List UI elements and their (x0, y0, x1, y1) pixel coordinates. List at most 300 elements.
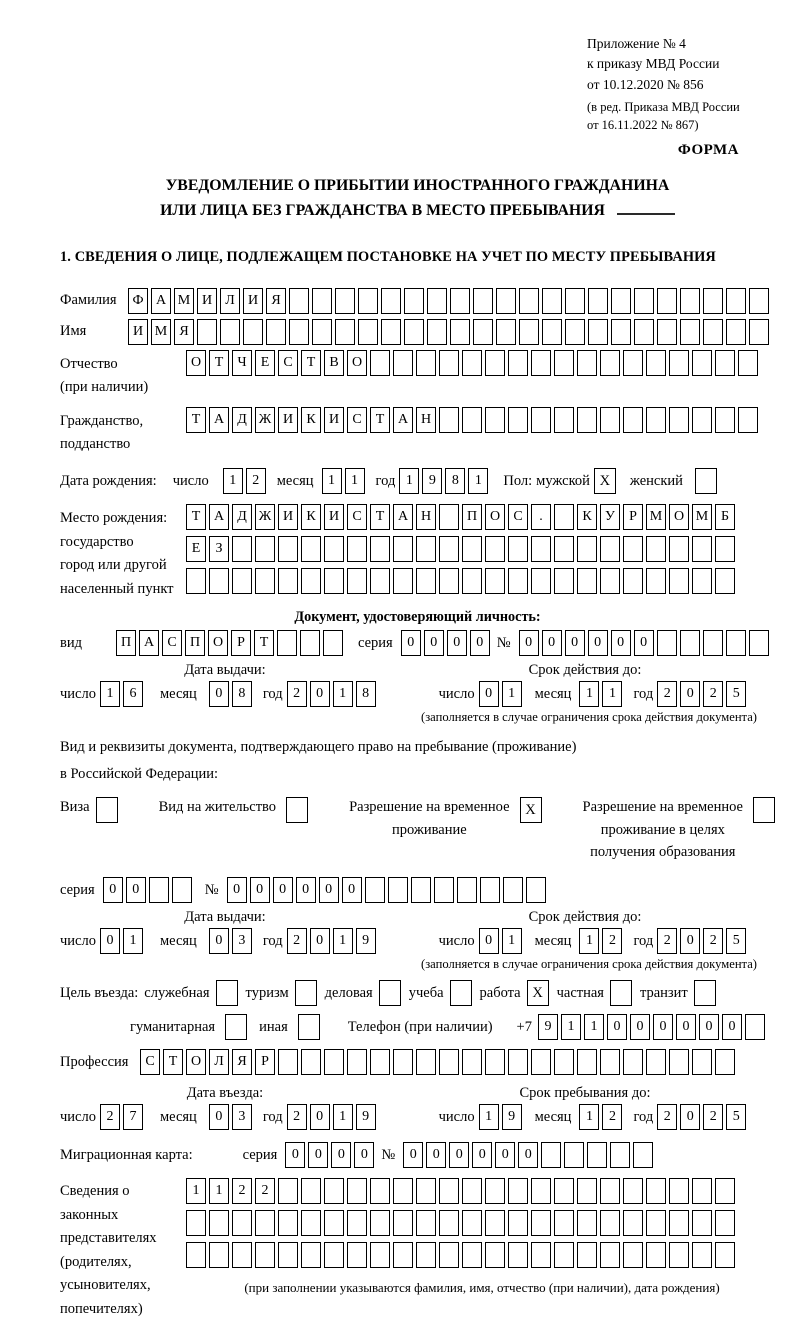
char-box[interactable] (485, 1210, 505, 1236)
char-box[interactable] (485, 1049, 505, 1075)
char-box[interactable] (554, 536, 574, 562)
char-box[interactable]: 1 (602, 681, 622, 707)
char-box[interactable] (243, 319, 263, 345)
char-box[interactable]: О (669, 504, 689, 530)
char-box[interactable] (324, 1242, 344, 1268)
char-box[interactable] (347, 1049, 367, 1075)
char-box[interactable] (680, 630, 700, 656)
char-box[interactable] (485, 350, 505, 376)
char-box[interactable] (623, 536, 643, 562)
char-box[interactable] (393, 1242, 413, 1268)
char-box[interactable] (692, 407, 712, 433)
char-box[interactable] (565, 319, 585, 345)
char-box[interactable] (312, 288, 332, 314)
char-box[interactable]: 2 (287, 1104, 307, 1130)
char-box[interactable] (324, 536, 344, 562)
char-box[interactable] (577, 1242, 597, 1268)
char-box[interactable]: Л (209, 1049, 229, 1075)
char-box[interactable]: 8 (356, 681, 376, 707)
char-box[interactable]: Т (254, 630, 274, 656)
char-box[interactable]: 5 (726, 928, 746, 954)
char-box[interactable]: 0 (472, 1142, 492, 1168)
char-box[interactable] (508, 350, 528, 376)
char-box[interactable] (439, 1049, 459, 1075)
char-box[interactable]: 0 (403, 1142, 423, 1168)
char-box[interactable]: И (324, 407, 344, 433)
char-box[interactable] (335, 288, 355, 314)
char-box[interactable]: Я (174, 319, 194, 345)
char-box[interactable] (232, 536, 252, 562)
char-box[interactable] (531, 1210, 551, 1236)
char-box[interactable] (623, 1242, 643, 1268)
char-box[interactable] (485, 407, 505, 433)
char-box[interactable] (347, 1210, 367, 1236)
char-box[interactable] (186, 1210, 206, 1236)
char-box[interactable]: И (197, 288, 217, 314)
char-box[interactable]: Е (255, 350, 275, 376)
char-box[interactable]: 0 (319, 877, 339, 903)
sex-male-checkbox[interactable]: X (594, 468, 616, 494)
char-box[interactable]: Т (209, 350, 229, 376)
char-box[interactable]: 0 (630, 1014, 650, 1040)
char-box[interactable] (266, 319, 286, 345)
char-box[interactable] (715, 536, 735, 562)
char-box[interactable] (646, 568, 666, 594)
char-box[interactable]: 0 (449, 1142, 469, 1168)
char-box[interactable] (715, 350, 735, 376)
char-box[interactable]: У (600, 504, 620, 530)
char-box[interactable] (462, 1049, 482, 1075)
char-box[interactable]: И (278, 504, 298, 530)
char-box[interactable] (404, 288, 424, 314)
char-box[interactable]: 0 (424, 630, 444, 656)
char-box[interactable]: Д (232, 504, 252, 530)
char-box[interactable] (519, 288, 539, 314)
char-box[interactable] (715, 1210, 735, 1236)
char-box[interactable] (434, 877, 454, 903)
char-box[interactable] (347, 568, 367, 594)
char-box[interactable]: 9 (422, 468, 442, 494)
char-box[interactable] (278, 1178, 298, 1204)
char-box[interactable] (669, 1242, 689, 1268)
char-box[interactable] (623, 1210, 643, 1236)
char-box[interactable] (519, 319, 539, 345)
char-box[interactable]: 9 (502, 1104, 522, 1130)
char-box[interactable] (323, 630, 343, 656)
char-box[interactable]: 0 (676, 1014, 696, 1040)
char-box[interactable]: Т (186, 407, 206, 433)
char-box[interactable] (692, 1178, 712, 1204)
char-box[interactable]: 2 (657, 1104, 677, 1130)
char-box[interactable] (232, 1242, 252, 1268)
char-box[interactable] (381, 288, 401, 314)
char-box[interactable]: М (151, 319, 171, 345)
char-box[interactable]: 0 (296, 877, 316, 903)
char-box[interactable] (703, 288, 723, 314)
char-box[interactable]: . (531, 504, 551, 530)
purpose-transit-checkbox[interactable] (694, 980, 716, 1006)
char-box[interactable] (324, 568, 344, 594)
char-box[interactable]: О (186, 350, 206, 376)
char-box[interactable]: Я (266, 288, 286, 314)
char-box[interactable] (646, 1210, 666, 1236)
char-box[interactable] (381, 319, 401, 345)
char-box[interactable]: 5 (726, 1104, 746, 1130)
char-box[interactable]: Н (416, 504, 436, 530)
char-box[interactable] (209, 1210, 229, 1236)
char-box[interactable] (496, 288, 516, 314)
char-box[interactable] (738, 350, 758, 376)
char-box[interactable]: 9 (538, 1014, 558, 1040)
char-box[interactable]: Т (370, 407, 390, 433)
visa-checkbox[interactable] (96, 797, 118, 823)
char-box[interactable] (600, 1242, 620, 1268)
char-box[interactable] (542, 288, 562, 314)
char-box[interactable]: И (128, 319, 148, 345)
char-box[interactable]: 1 (123, 928, 143, 954)
char-box[interactable]: М (646, 504, 666, 530)
char-box[interactable] (623, 1049, 643, 1075)
char-box[interactable] (358, 288, 378, 314)
char-box[interactable]: 1 (468, 468, 488, 494)
char-box[interactable] (278, 1242, 298, 1268)
char-box[interactable]: А (139, 630, 159, 656)
char-box[interactable]: 0 (565, 630, 585, 656)
char-box[interactable]: 0 (495, 1142, 515, 1168)
char-box[interactable] (554, 1210, 574, 1236)
char-box[interactable] (370, 568, 390, 594)
char-box[interactable]: 7 (123, 1104, 143, 1130)
char-box[interactable] (554, 568, 574, 594)
char-box[interactable]: 0 (722, 1014, 742, 1040)
char-box[interactable]: С (162, 630, 182, 656)
char-box[interactable] (669, 1178, 689, 1204)
char-box[interactable] (588, 319, 608, 345)
char-box[interactable] (577, 1049, 597, 1075)
char-box[interactable] (416, 1210, 436, 1236)
char-box[interactable]: 0 (308, 1142, 328, 1168)
char-box[interactable]: П (116, 630, 136, 656)
char-box[interactable] (301, 1242, 321, 1268)
char-box[interactable] (197, 319, 217, 345)
char-box[interactable]: 2 (602, 1104, 622, 1130)
char-box[interactable] (358, 319, 378, 345)
char-box[interactable]: 0 (209, 681, 229, 707)
char-box[interactable] (393, 1210, 413, 1236)
char-box[interactable]: 1 (322, 468, 342, 494)
char-box[interactable]: 0 (653, 1014, 673, 1040)
char-box[interactable] (669, 568, 689, 594)
char-box[interactable] (634, 319, 654, 345)
char-box[interactable]: 0 (479, 681, 499, 707)
char-box[interactable] (611, 288, 631, 314)
char-box[interactable]: 9 (356, 928, 376, 954)
char-box[interactable] (439, 536, 459, 562)
char-box[interactable] (370, 1242, 390, 1268)
char-box[interactable] (680, 319, 700, 345)
char-box[interactable] (726, 288, 746, 314)
char-box[interactable] (600, 407, 620, 433)
char-box[interactable]: 1 (584, 1014, 604, 1040)
char-box[interactable] (370, 536, 390, 562)
char-box[interactable] (577, 1178, 597, 1204)
char-box[interactable] (600, 1178, 620, 1204)
char-box[interactable]: И (324, 504, 344, 530)
char-box[interactable] (554, 504, 574, 530)
char-box[interactable] (172, 877, 192, 903)
char-box[interactable]: 2 (232, 1178, 252, 1204)
char-box[interactable]: 0 (680, 1104, 700, 1130)
char-box[interactable]: М (692, 504, 712, 530)
char-box[interactable]: З (209, 536, 229, 562)
char-box[interactable]: 1 (561, 1014, 581, 1040)
char-box[interactable]: 0 (285, 1142, 305, 1168)
char-box[interactable]: 0 (342, 877, 362, 903)
char-box[interactable]: 2 (287, 928, 307, 954)
char-box[interactable] (726, 319, 746, 345)
residence-permit-checkbox[interactable] (286, 797, 308, 823)
char-box[interactable]: В (324, 350, 344, 376)
char-box[interactable] (646, 407, 666, 433)
char-box[interactable]: 0 (310, 1104, 330, 1130)
char-box[interactable]: Б (715, 504, 735, 530)
char-box[interactable] (312, 319, 332, 345)
char-box[interactable] (324, 1178, 344, 1204)
char-box[interactable] (531, 1178, 551, 1204)
char-box[interactable] (715, 568, 735, 594)
char-box[interactable] (577, 568, 597, 594)
char-box[interactable] (669, 536, 689, 562)
char-box[interactable]: 0 (100, 928, 120, 954)
char-box[interactable] (669, 350, 689, 376)
char-box[interactable] (462, 407, 482, 433)
char-box[interactable]: 0 (680, 928, 700, 954)
char-box[interactable] (703, 319, 723, 345)
char-box[interactable]: 2 (602, 928, 622, 954)
char-box[interactable]: 0 (209, 928, 229, 954)
char-box[interactable] (634, 288, 654, 314)
char-box[interactable] (692, 1242, 712, 1268)
purpose-official-checkbox[interactable] (216, 980, 238, 1006)
char-box[interactable] (301, 568, 321, 594)
char-box[interactable] (416, 1178, 436, 1204)
char-box[interactable] (255, 568, 275, 594)
char-box[interactable] (393, 1178, 413, 1204)
char-box[interactable] (531, 1049, 551, 1075)
char-box[interactable]: 1 (223, 468, 243, 494)
char-box[interactable] (462, 1242, 482, 1268)
char-box[interactable]: И (278, 407, 298, 433)
temp-residence-edu-checkbox[interactable] (753, 797, 775, 823)
char-box[interactable] (715, 407, 735, 433)
char-box[interactable]: 0 (250, 877, 270, 903)
char-box[interactable]: 1 (209, 1178, 229, 1204)
char-box[interactable] (508, 568, 528, 594)
char-box[interactable] (289, 288, 309, 314)
char-box[interactable]: Т (186, 504, 206, 530)
char-box[interactable] (692, 1049, 712, 1075)
char-box[interactable] (715, 1049, 735, 1075)
char-box[interactable] (457, 877, 477, 903)
char-box[interactable]: Ж (255, 407, 275, 433)
char-box[interactable]: Т (370, 504, 390, 530)
char-box[interactable]: 0 (518, 1142, 538, 1168)
char-box[interactable] (370, 350, 390, 376)
char-box[interactable] (508, 1049, 528, 1075)
char-box[interactable]: 1 (345, 468, 365, 494)
char-box[interactable]: 0 (542, 630, 562, 656)
char-box[interactable] (462, 536, 482, 562)
char-box[interactable] (680, 288, 700, 314)
char-box[interactable] (301, 1178, 321, 1204)
char-box[interactable] (411, 877, 431, 903)
char-box[interactable]: 0 (588, 630, 608, 656)
char-box[interactable] (565, 288, 585, 314)
char-box[interactable] (554, 1049, 574, 1075)
char-box[interactable] (149, 877, 169, 903)
char-box[interactable]: О (208, 630, 228, 656)
char-box[interactable] (692, 568, 712, 594)
char-box[interactable]: О (347, 350, 367, 376)
char-box[interactable] (692, 350, 712, 376)
char-box[interactable] (255, 536, 275, 562)
char-box[interactable] (439, 568, 459, 594)
char-box[interactable] (278, 568, 298, 594)
char-box[interactable] (531, 350, 551, 376)
char-box[interactable] (542, 319, 562, 345)
char-box[interactable]: 0 (680, 681, 700, 707)
char-box[interactable] (554, 407, 574, 433)
char-box[interactable]: П (185, 630, 205, 656)
char-box[interactable]: С (508, 504, 528, 530)
char-box[interactable]: 2 (657, 681, 677, 707)
char-box[interactable]: Ж (255, 504, 275, 530)
char-box[interactable]: 2 (246, 468, 266, 494)
char-box[interactable]: С (140, 1049, 160, 1075)
char-box[interactable] (416, 350, 436, 376)
char-box[interactable] (541, 1142, 561, 1168)
char-box[interactable]: Н (416, 407, 436, 433)
char-box[interactable]: Ч (232, 350, 252, 376)
char-box[interactable]: А (393, 407, 413, 433)
char-box[interactable] (416, 536, 436, 562)
char-box[interactable] (749, 630, 769, 656)
purpose-tourism-checkbox[interactable] (295, 980, 317, 1006)
char-box[interactable]: 0 (401, 630, 421, 656)
char-box[interactable] (370, 1210, 390, 1236)
char-box[interactable] (669, 1210, 689, 1236)
char-box[interactable] (588, 288, 608, 314)
char-box[interactable] (370, 1049, 390, 1075)
char-box[interactable]: 0 (103, 877, 123, 903)
char-box[interactable] (289, 319, 309, 345)
char-box[interactable] (439, 504, 459, 530)
char-box[interactable] (393, 568, 413, 594)
char-box[interactable] (370, 1178, 390, 1204)
purpose-business-checkbox[interactable] (379, 980, 401, 1006)
temp-residence-checkbox[interactable]: X (520, 797, 542, 823)
char-box[interactable] (738, 407, 758, 433)
char-box[interactable] (220, 319, 240, 345)
char-box[interactable] (462, 568, 482, 594)
char-box[interactable] (485, 568, 505, 594)
char-box[interactable]: 0 (126, 877, 146, 903)
char-box[interactable] (600, 1049, 620, 1075)
char-box[interactable] (646, 350, 666, 376)
char-box[interactable]: 2 (703, 681, 723, 707)
char-box[interactable] (692, 536, 712, 562)
char-box[interactable]: 0 (354, 1142, 374, 1168)
char-box[interactable]: 2 (657, 928, 677, 954)
char-box[interactable] (365, 877, 385, 903)
char-box[interactable] (416, 568, 436, 594)
char-box[interactable]: О (485, 504, 505, 530)
char-box[interactable]: 8 (232, 681, 252, 707)
char-box[interactable] (577, 407, 597, 433)
char-box[interactable] (439, 1178, 459, 1204)
char-box[interactable] (600, 568, 620, 594)
char-box[interactable]: 1 (579, 1104, 599, 1130)
char-box[interactable]: Т (163, 1049, 183, 1075)
char-box[interactable]: П (462, 504, 482, 530)
char-box[interactable] (692, 1210, 712, 1236)
char-box[interactable]: С (278, 350, 298, 376)
char-box[interactable] (278, 1210, 298, 1236)
char-box[interactable] (531, 1242, 551, 1268)
char-box[interactable] (657, 630, 677, 656)
char-box[interactable] (703, 630, 723, 656)
char-box[interactable]: А (393, 504, 413, 530)
char-box[interactable] (611, 319, 631, 345)
char-box[interactable]: 2 (255, 1178, 275, 1204)
char-box[interactable]: 3 (232, 1104, 252, 1130)
char-box[interactable]: 0 (607, 1014, 627, 1040)
char-box[interactable]: 0 (447, 630, 467, 656)
char-box[interactable] (301, 1210, 321, 1236)
char-box[interactable]: 6 (123, 681, 143, 707)
char-box[interactable] (623, 407, 643, 433)
char-box[interactable] (439, 1210, 459, 1236)
char-box[interactable] (393, 1049, 413, 1075)
char-box[interactable]: Е (186, 536, 206, 562)
char-box[interactable]: Ф (128, 288, 148, 314)
char-box[interactable] (531, 568, 551, 594)
char-box[interactable] (485, 1242, 505, 1268)
char-box[interactable]: 1 (333, 681, 353, 707)
char-box[interactable] (462, 1178, 482, 1204)
purpose-other-checkbox[interactable] (298, 1014, 320, 1040)
char-box[interactable] (554, 1178, 574, 1204)
char-box[interactable] (439, 350, 459, 376)
char-box[interactable] (646, 1049, 666, 1075)
char-box[interactable]: К (301, 504, 321, 530)
char-box[interactable]: 0 (273, 877, 293, 903)
char-box[interactable] (610, 1142, 630, 1168)
char-box[interactable] (623, 568, 643, 594)
char-box[interactable]: 0 (227, 877, 247, 903)
char-box[interactable]: К (301, 407, 321, 433)
char-box[interactable] (480, 877, 500, 903)
char-box[interactable] (564, 1142, 584, 1168)
char-box[interactable] (427, 288, 447, 314)
char-box[interactable]: 2 (703, 928, 723, 954)
char-box[interactable] (186, 568, 206, 594)
char-box[interactable] (715, 1178, 735, 1204)
char-box[interactable]: 1 (399, 468, 419, 494)
purpose-humanitarian-checkbox[interactable] (225, 1014, 247, 1040)
char-box[interactable] (600, 536, 620, 562)
char-box[interactable]: 1 (333, 1104, 353, 1130)
